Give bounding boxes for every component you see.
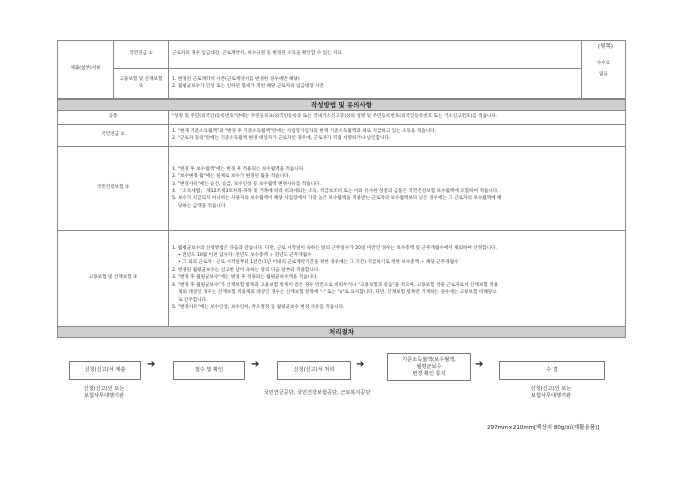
step-submit: 신청(신고)서 제출 xyxy=(69,361,141,380)
notes-health-label: 국민건강보험 ② xyxy=(58,147,169,231)
notes-line: 로 간주합니다. xyxy=(178,297,208,303)
notes-line: 4. "변경 후 월평균보수"가 산재보험 항목과 고용보험 항목이 같은 경우 빈칸으로 비워두거나 "고용보험과 같음"을 적으며, 고용보험 적용 근로자로서 산재보험 적용 xyxy=(172,282,499,288)
notes-employment-label: 고용보험 및 산재보험 ③ xyxy=(58,231,169,327)
step-receive-actor xyxy=(513,386,589,400)
notes-health-text xyxy=(169,147,626,231)
notes-line: 2. "보수변경 월"에는 실제로 보수가 변경된 월을 적습니다. xyxy=(172,174,290,180)
notes-line: 1. "현재 기준소득월액"과 "변경 후 기준소득월액"란에는 사업장가입자의 현재 기준소득월액과 새로 지급하고 있는 소득을 적습니다. xyxy=(172,128,437,134)
procedure-title: 처리절차 xyxy=(58,327,626,338)
notes-line: 1. 월평균보수의 산정방법은 다음과 같습니다. 다만, 근로 시작일이 속하는 달의 근무일수가 20일 미만인 경우는 보수총액 및 근무개월수에서 제외하여 산정합니다. xyxy=(172,245,497,251)
notes-line: • 전년도 10월 이전 입사자: 전년도 보수총액 ÷ 전년도 근무개월수 xyxy=(178,253,312,259)
arrow-icon: ➔ xyxy=(147,359,156,370)
attachment-pension-label: 국민연금 ① xyxy=(114,41,169,69)
notes-line: 2. "근로자 동의"란에는 기준소득월액 변경 대상자가 근로자인 경우에, 근로자가 직접 서명하거나 날인합니다. xyxy=(172,136,391,141)
step-submit-actor xyxy=(67,386,141,400)
actor-line: 보험사무대행기관 xyxy=(83,393,125,399)
notes-line: 제외 대상인 경우는 산재보험 적용제외 대상인 경우는 산재보험 항목에 "-" 또는 "x"로 표시합니다. 다만, 산재보험 항목만 기재하는 경우에는 고용보험 비해당으 xyxy=(178,290,497,296)
attachments-header: 제출(첨부)서류 xyxy=(58,41,114,99)
notes-common-label: 공통 xyxy=(58,111,169,125)
notes-line: 당하는 금액을 적습니다. xyxy=(178,203,227,209)
step-notice-line: 월평균보수 xyxy=(416,363,442,370)
back-side-label: (뒷쪽) xyxy=(598,44,613,50)
fee-label: 수수료 xyxy=(596,61,611,67)
step-receive: 수 결 xyxy=(499,361,605,380)
notes-line: 3. "변경사유"에는 승진, 승급, 보수인상 등 보수월액 변경사유를 적습니다. xyxy=(172,181,321,187)
procedure-flow xyxy=(57,353,625,407)
step-notice xyxy=(387,353,471,381)
arrow-icon: ➔ xyxy=(475,359,484,370)
agencies-label: 국민연금공단, 국민건강보험공단, 근로복지공단 xyxy=(263,390,371,396)
paper-spec: 297mm×210mm[백상지 80g/㎡(재활용품)] xyxy=(487,425,600,431)
step-notice-line: 변경 확인 통지 xyxy=(412,370,446,377)
notes-line: 5. "변경사유"에는 보수인상, 보수인하, 착오정정 등 월평균보수 변경 사유를 적습니다. xyxy=(172,304,345,310)
attachment-employment-label: 고용보험 및 산재보험 ② xyxy=(114,69,169,99)
notes-pension-label: 국민연금 ① xyxy=(58,125,169,147)
arrow-icon: ➔ xyxy=(251,359,260,370)
attachment-employment-text xyxy=(169,69,582,99)
notes-pension-text xyxy=(169,125,626,147)
attachment-employment-line: 1. 변경된 근로계약서 사본(근로계약서를 변경한 경우에만 해당) xyxy=(172,76,300,82)
step-receipt: 접수 및 확인 xyxy=(173,361,245,380)
notes-title: 작성방법 및 유의사항 xyxy=(58,100,626,111)
fee-value: 없음 xyxy=(599,71,608,77)
notes-employment-text xyxy=(169,231,626,327)
notes-line: • 그 외의 근로자 : 근로 시작일부터 1년간(1년 이내의 근로계약기간을 정한 경우에는 그 기간) 지급하기로 정한 보수총액 ÷ 해당 근무개월수 xyxy=(178,260,459,266)
notes-table xyxy=(57,99,626,338)
actor-line: 신청(신고)인 또는 xyxy=(83,386,125,392)
arrow-icon: ➔ xyxy=(356,359,365,370)
step-notice-line: 기준소득월액(보수월액, xyxy=(402,356,456,363)
notes-line: 1. "변경 후 보수월액"에는 변경 후 적용되는 보수월액을 적습니다. xyxy=(172,166,305,172)
notes-line: 4. 「소득세법」 제12조제3호차목·파목 및 거목에 따라 비과세되는 소득, 직급보조비 또는 이와 유사한 성질의 금품은 국민건강보험 보수월액에 포함하여 적습니다. xyxy=(172,189,499,194)
form-sheet xyxy=(57,40,625,338)
attachment-employment-line: 2. 월평균보수가 인상 또는 인하된 형세가 적힌 해당 근로자의 임금대장 사본 xyxy=(172,84,325,89)
actor-line: 보험사무대행기관 xyxy=(530,393,572,399)
notes-line: 3. "변경 후 월평균보수"에는 변경 후 적용되는 월평균보수액을 적습니다. xyxy=(172,275,319,281)
notes-line: 5. 보수가 지급되지 아니하는 사용자의 보수월액이 해당 사업장에서 가장 높은 보수월액을 적용받는 근로자의 보수월액보다 낮은 경우에는 그 근로자의 보수월액에 해 xyxy=(172,196,502,202)
fee-cell xyxy=(582,41,626,99)
attachment-pension-text: 근로자의 경우 임금대장, 근로계약서, 보수규정 등 변경된 소득을 확인할 수 있는 자료 xyxy=(169,41,582,69)
notes-common-text: "성명 및 주민(외국인)등록번호"란에는 주민등록표(외국인등록증 또는 국내거소신고증)상의 성명 및 주민등록번호(외국인등록번호 또는 거소신고번호)를 적습니다. xyxy=(169,111,626,125)
attachments-table xyxy=(57,40,626,99)
actor-line: 신청(신고)인 또는 xyxy=(530,386,572,392)
notes-line: 2. 변경된 월평균보수는 신고한 날이 속하는 달의 다음 달부터 적용합니다. xyxy=(172,267,320,273)
step-process: 신청(신고)서 처리 xyxy=(277,361,351,380)
